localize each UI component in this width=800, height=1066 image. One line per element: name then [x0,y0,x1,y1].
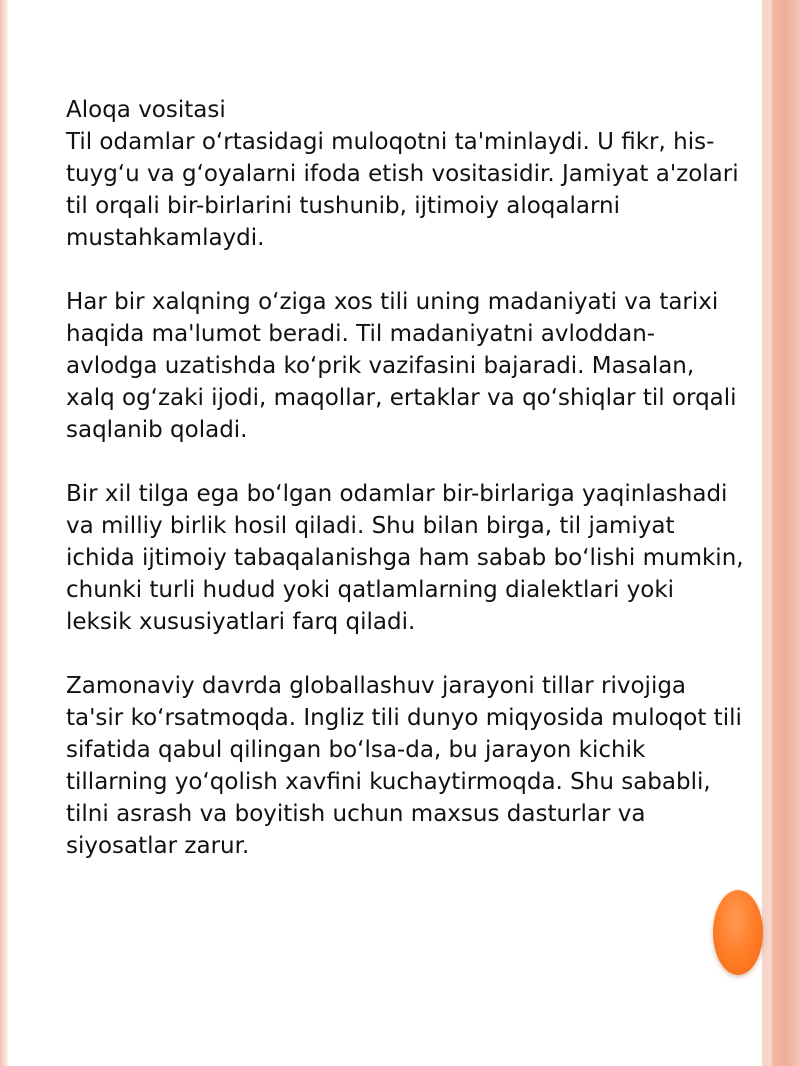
right-border-stripe-dark [772,0,800,1066]
left-border-decoration [0,0,8,1066]
right-border-stripe-light [762,0,772,1066]
slide-heading: Aloqa vositasi [66,97,226,123]
orange-oval-decoration [713,890,763,975]
paragraph-unity: Bir xil tilga ega bo‘lgan odamlar bir-birlariga yaqinlashadi va milliy birlik hosil qiladi. Shu bilan birga, til jamiyat ichida ijtimoiy tabaqalanishga ham sabab bo‘lishi mumkin, chunki turli hudud yoki qatlamlarning dialektlari yoki leksik xususiyatlari farq qiladi. [66,481,744,635]
slide-text-body [66,94,746,894]
paragraph-communication: Til odamlar o‘rtasidagi muloqotni ta'minlaydi. U fikr, his-tuyg‘u va g‘oyalarni ifoda etish vositasidir. Jamiyat a'zolari til orqali bir-birlarini tushunib, ijtimoiy aloqalarni mustahkamlaydi. [66,129,739,251]
paragraph-culture: Har bir xalqning o‘ziga xos tili uning madaniyati va tarixi haqida ma'lumot beradi. Til madaniyatni avloddan-avlodga uzatishda ko‘prik vazifasini bajaradi. Masalan, xalq og‘zaki ijodi, maqollar, ertaklar va qo‘shiqlar til orqali saqlanib qoladi. [66,289,737,443]
paragraph-globalization: Zamonaviy davrda globallashuv jarayoni tillar rivojiga ta'sir ko‘rsatmoqda. Ingliz tili dunyo miqyosida muloqot tili sifatida qabul qilingan bo‘lsa-da, bu jarayon kichik tillarning yo‘qolish xavfini kuchaytirmoqda. Shu sababli, tilni asrash va boyitish uchun maxsus dasturlar va siyosatlar zarur. [66,673,742,859]
